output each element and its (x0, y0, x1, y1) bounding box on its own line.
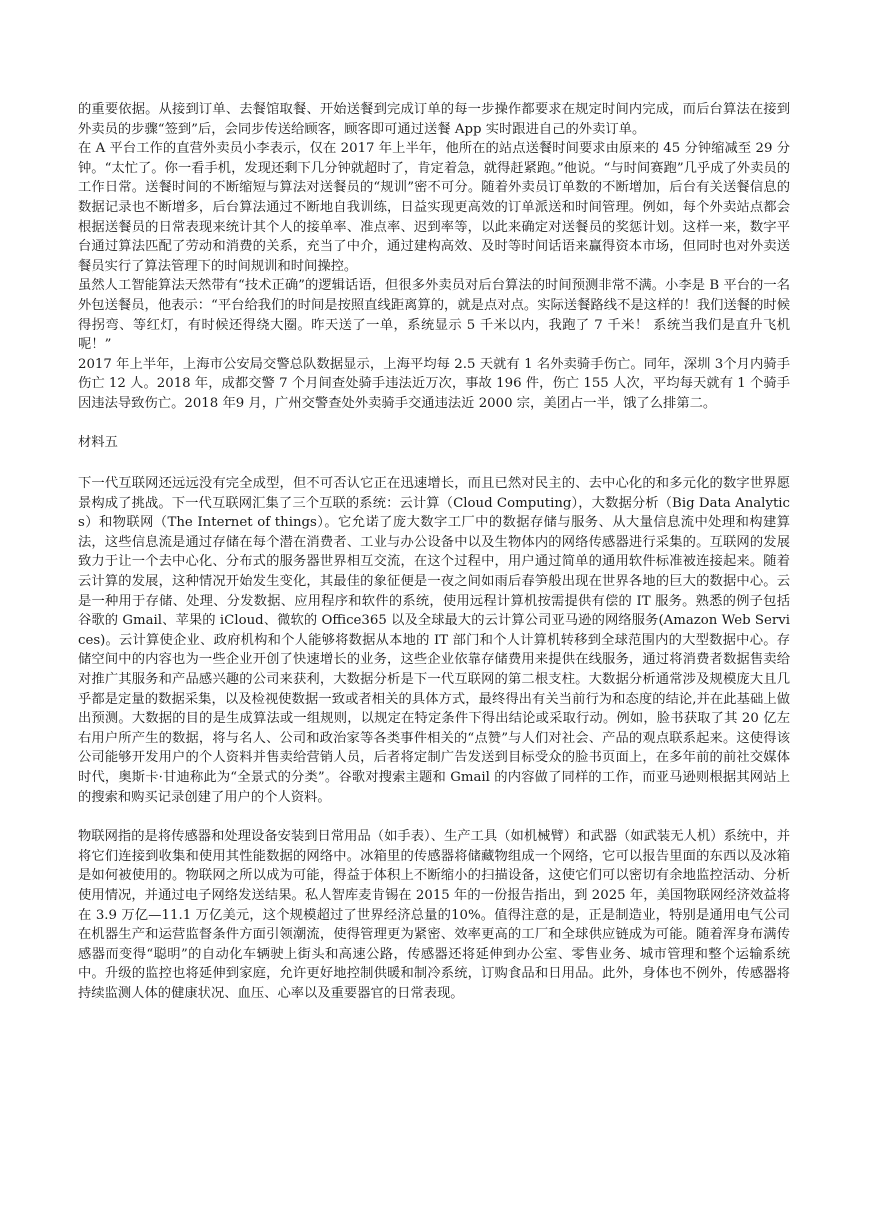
paragraph-delivery-timing: 的重要依据。从接到订单、去餐馆取餐、开始送餐到完成订单的每一步操作都要求在规定时间内完成，而后台算法在接到外卖员的步骤“签到”后，会同步传送给顾客，顾客即可通过送餐 App 实时跟进自己的外卖订单。 (78, 102, 790, 137)
paragraph-accident-statistics: 2017 年上半年，上海市公安局交警总队数据显示，上海平均每 2.5 天就有 1 名外卖骑手伤亡。同年，深圳 3个月内骑手伤亡 12 人。2018 年，成都交警 7 个月间查处骑手违法近万次，事故 196 件，伤亡 155 人次，平均每天就有 1 个骑手因违法导致伤亡。2018 年9 月，广州交警查处外卖骑手交通违法近 2000 宗，美团占一半，饿了么排第二。 (78, 356, 790, 411)
document-page (78, 100, 790, 1004)
section-heading: 材料五 (78, 434, 118, 450)
paragraph-internet-of-things: 物联网指的是将传感器和处理设备安装到日常用品（如手表）、生产工具（如机械臂）和武器（如武装无人机）系统中，并将它们连接到收集和使用其性能数据的网络中。冰箱里的传感器将储藏物组成一个网络，它可以报告里面的东西以及冰箱是如何被使用的。物联网之所以成为可能，得益于体积上不断缩小的扫描设备，这使它们可以密切有余地监控活动、分析使用情况，并通过电子网络发送结果。私人智库麦肯锡在 2015 年的一份报告指出，到 2025 年，美国物联网经济效益将在 3.9 万亿—11.1 万亿美元，这个规模超过了世界经济总量的10%。值得注意的是，正是制造业，特别是通用电气公司在机器生产和运营监督条件方面引领潮流，使得管理更为紧密、效率更高的工厂和全球供应链成为可能。随着浑身布满传感器而变得“聪明”的自动化车辆驶上街头和高速公路，传感器还将延伸到办公室、零售业务、城市管理和整个运输系统中。升级的监控也将延伸到家庭，允许更好地控制供暖和制冷系统，订购食品和日用品。此外，身体也不例外，传感器将持续监测人体的健康状况、血压、心率以及重要器官的日常表现。 (78, 829, 790, 1001)
paragraph-courier-xiao-li-a: 在 A 平台工作的直营外卖员小李表示，仅在 2017 年上半年，他所在的站点送餐时间要求由原来的 45 分钟缩减至 29 分钟。“太忙了。你一看手机，发现还剩下几分钟就超时了，肯定着急，就得赶紧跑。”他说。“与时间赛跑”几乎成了外卖员的工作日常。送餐时间的不断缩短与算法对送餐员的“规训”密不可分。随着外卖员订单数的不断增加，后台有关送餐信息的数据记录也不断增多，后台算法通过不断地自我训练，日益实现更高效的订单派送和时间管理。例如，每个外卖站点都会根据送餐员的日常表现来统计其个人的接单率、准点率、迟到率等，以此来确定对送餐员的奖惩计划。这样一来，数字平台通过算法匹配了劳动和消费的关系，充当了中介，通过建构高效、及时等时间话语来赢得资本市场，但同时也对外卖送餐员实行了算法管理下的时间规训和时间操控。 (78, 141, 790, 274)
paragraph-courier-xiao-li-b: 虽然人工智能算法天然带有“技术正确”的逻辑话语，但很多外卖员对后台算法的时间预测非常不满。小李是 B 平台的一名外包送餐员，他表示：“平台给我们的时间是按照直线距离算的，就是点对点。实际送餐路线不是这样的！我们送餐的时候得拐弯、等红灯，有时候还得绕大圈。昨天送了一单，系统显示 5 千米以内，我跑了 7 千米！ 系统当我们是直升飞机呢！” (78, 278, 790, 353)
paragraph-next-generation-internet: 下一代互联网还远远没有完全成型，但不可否认它正在迅速增长，而且已然对民主的、去中心化的和多元化的数字世界愿景构成了挑战。下一代互联网汇集了三个互联的系统：云计算（Cloud Computing），大数据分析（Big Data Analytics）和物联网（The Internet of things）。它允诺了庞大数字工厂中的数据存储与服务、从大量信息流中处理和构建算法，这些信息流是通过存储在每个潜在消费者、工业与办公设备中以及生物体内的网络传感器进行采集的。互联网的发展致力于让一个去中心化、分布式的服务器世界相互交流，在这个过程中，用户通过简单的通用软件标准被连接起来。随着云计算的发展，这种情况开始发生变化，其最佳的象征便是一夜之间如雨后春笋般出现在世界各地的巨大的数据中心。云是一种用于存储、处理、分发数据、应用程序和软件的系统，使用远程计算机按需提供有偿的 IT 服务。熟悉的例子包括谷歌的 Gmail、苹果的 iCloud、微软的 Office365 以及全球最大的云计算公司亚马逊的网络服务(Amazon Web Services)。云计算使企业、政府机构和个人能够将数据从本地的 IT 部门和个人计算机转移到全球范围内的大型数据中心。存储空间中的内容也为一些企业开创了快速增长的业务，这些企业依靠存储费用来提供在线服务，通过将消费者数据售卖给对推广其服务和产品感兴趣的公司来获利，大数据分析是下一代互联网的第二根支柱。大数据分析通常涉及规模庞大且几乎都是定量的数据采集，以及检视使数据一致或者相关的具体方式，最终得出有关当前行为和态度的结论,并在此基础上做出预测。大数据的目的是生成算法或一组规则，以规定在特定条件下得出结论或采取行动。例如，脸书获取了其 20 亿左右用户所产生的数据，将与名人、公司和政治家等各类事件相关的“点赞”与人们对社会、产品的观点联系起来。这使得该公司能够开发用户的个人资料并售卖给营销人员，后者将定制广告发送到目标受众的脸书页面上，在多年前的前社交媒体时代，奥斯卡·甘迪称此为“全景式的分类”。谷歌对搜索主题和 Gmail 的内容做了同样的工作，而亚马逊则根据其网站上的搜索和购买记录创建了用户的个人资料。 (78, 476, 790, 805)
